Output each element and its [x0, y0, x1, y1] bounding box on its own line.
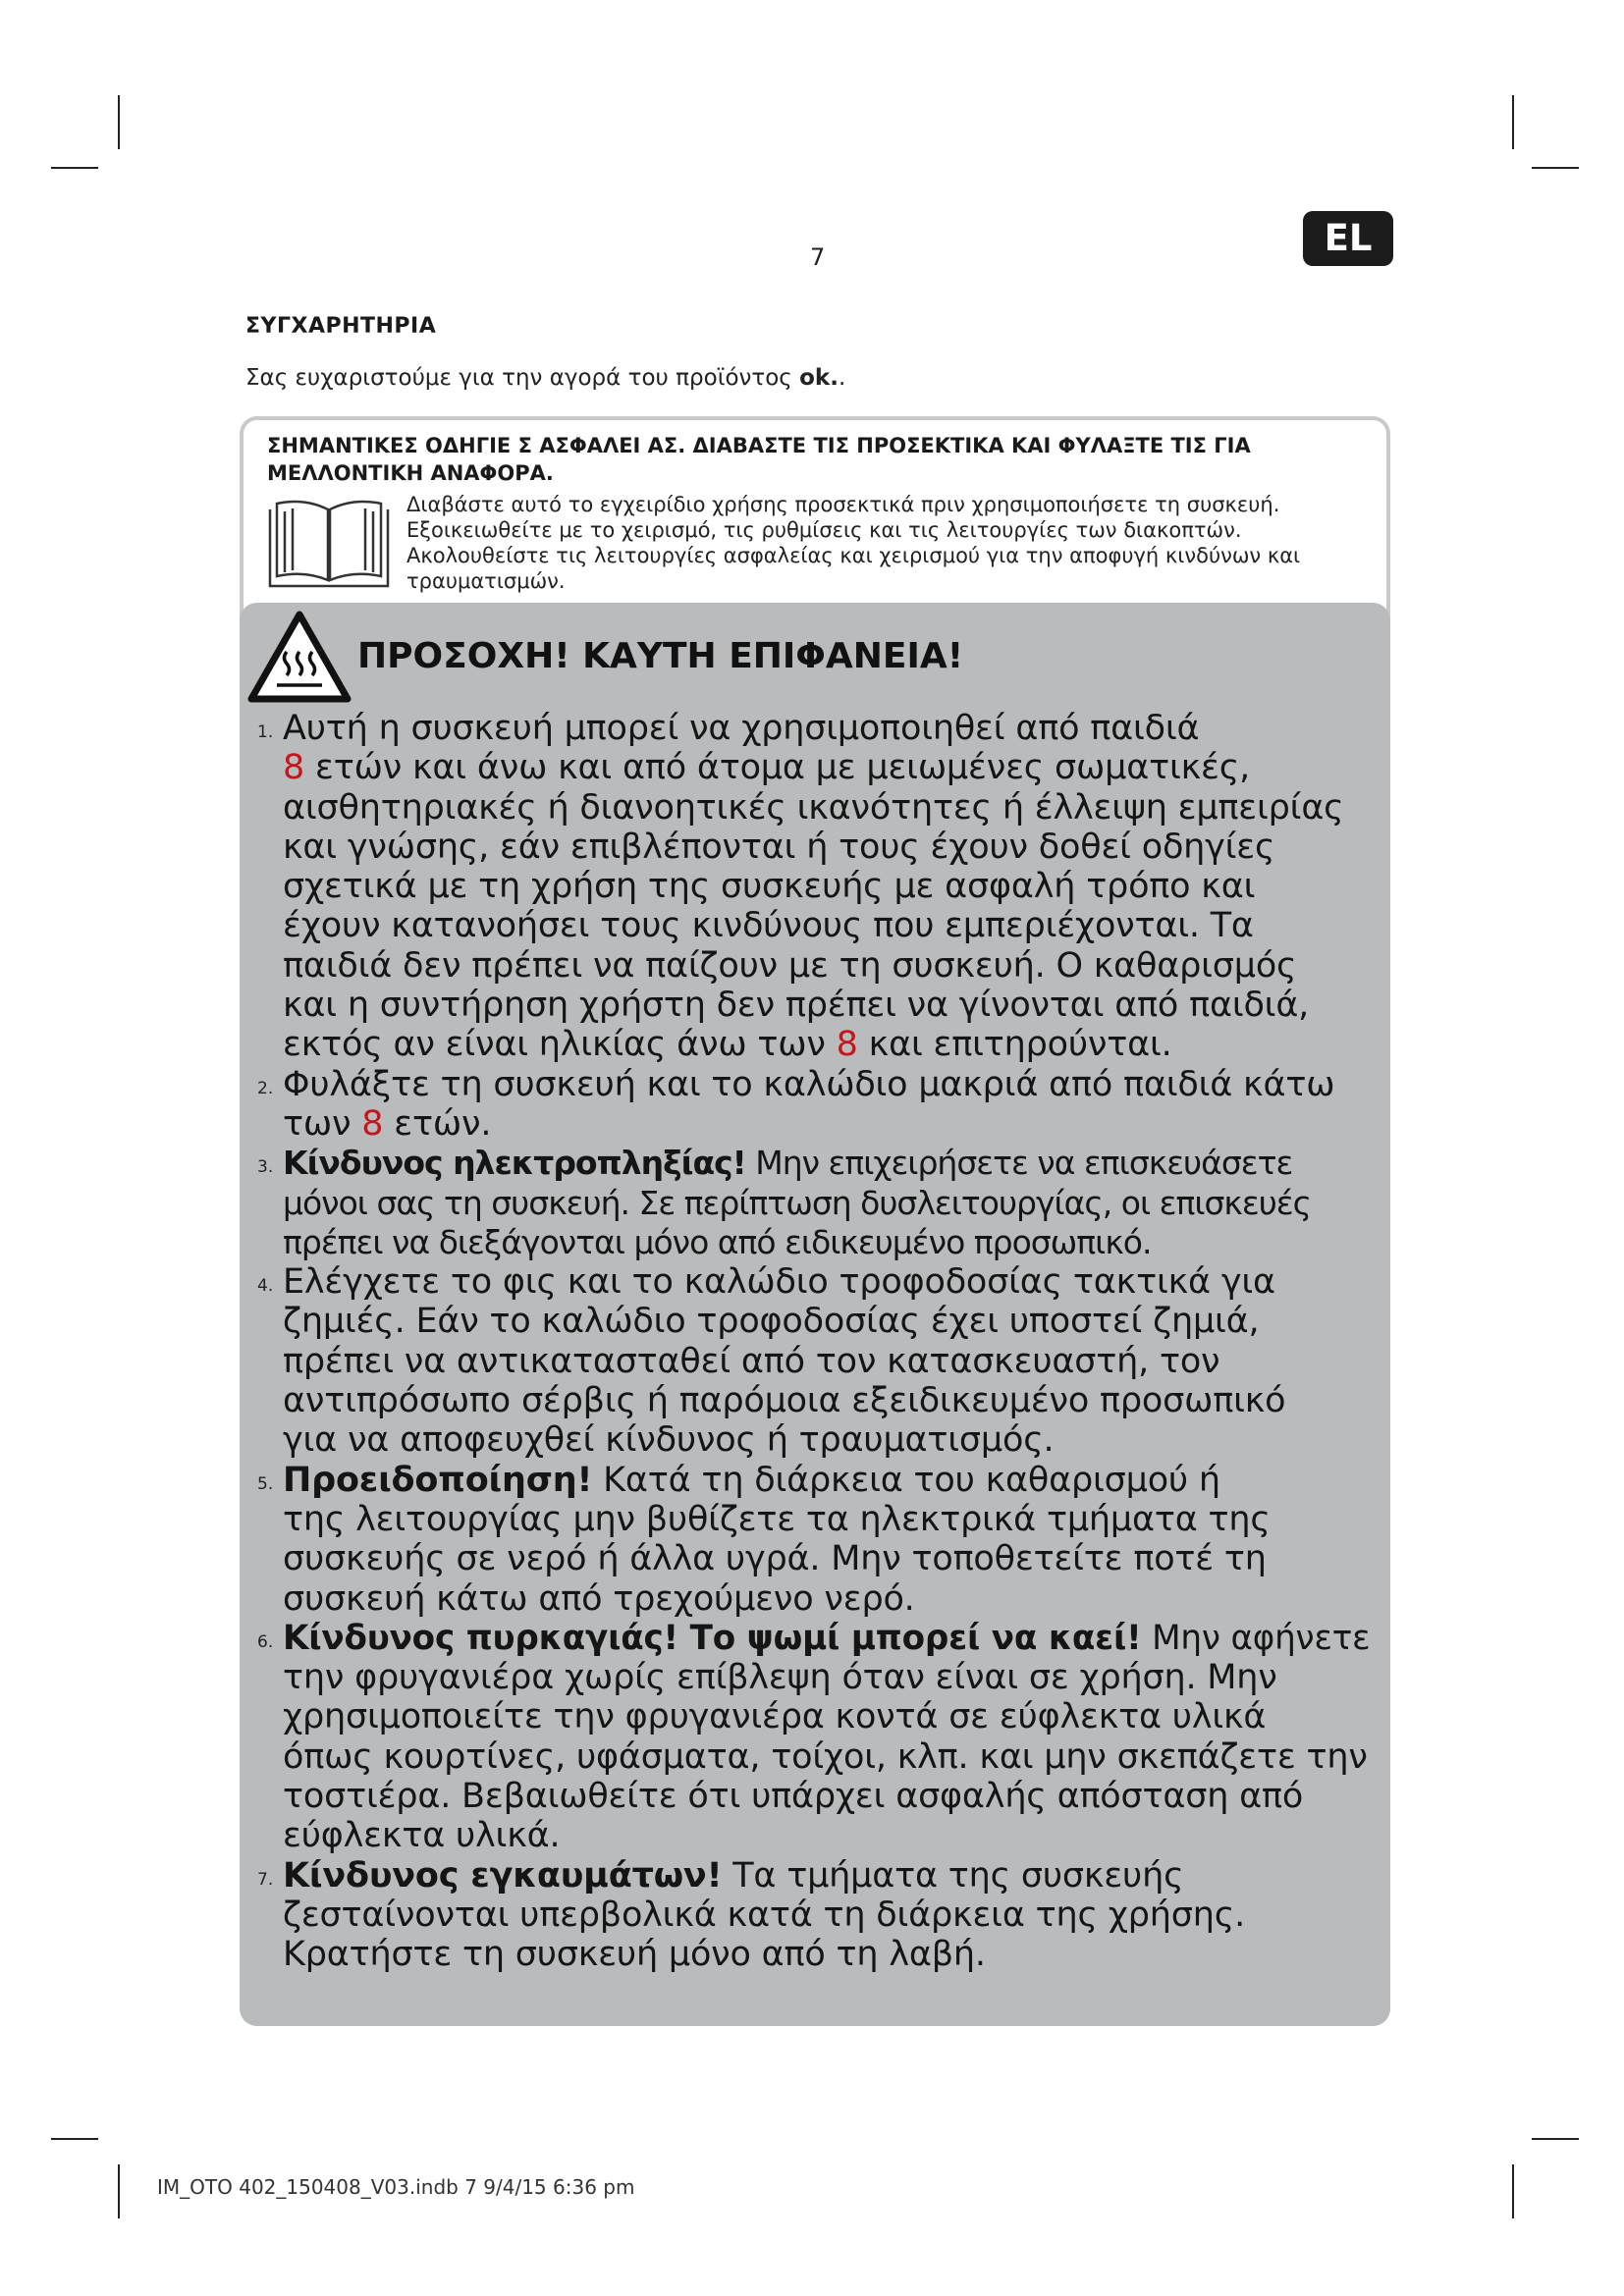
item-number: 2. — [257, 1078, 274, 1098]
warning-item-3: 3. Κίνδυνος ηλεκτροπληξίας! Μην επιχειρήσετε να επισκευάσετε μόνοι σας τη συσκευή. Σε περίπτωση δυσλειτουργίας, οι επισκευές πρέπει να διεξάγονται μόνο από ειδικευμένο προσωπικό. — [257, 1144, 1311, 1261]
read-line: τραυματισμών. — [406, 569, 566, 593]
warning-item-7: 7. Κίνδυνος εγκαυμάτων! Τα τμήματα της συσκευής ζεσταίνονται υπερβολικά κατά τη διάρκεια της χρήσης. Κρατήστε τη συσκευή μόνο από τη λαβή. — [257, 1855, 1245, 1975]
item-number: 5. — [257, 1473, 274, 1494]
print-footer: IM_OTO 402_150408_V03.indb 7 9/4/15 6:36 pm — [157, 2175, 635, 2199]
warning-title: ΠΡΟΣΟΧΗ! ΚΑΥΤΗ ΕΠΙΦΑΝΕΙΑ! — [357, 636, 964, 676]
read-line: Εξοικειωθείτε με το χειρισμό, τις ρυθμίσεις και τις λειτουργίες των διακοπτών. — [406, 518, 1242, 542]
warning-item-2: 2. Φυλάξτε τη συσκευή και το καλώδιο μακριά από παιδιά κάτω των 8 ετών. — [257, 1064, 1335, 1144]
crop-mark — [51, 167, 98, 169]
read-instructions — [406, 492, 1379, 594]
read-line: Διαβάστε αυτό το εγχειρίδιο χρήσης προσεκτικά πριν χρησιμοποιήσετε τη συσκευή. — [406, 493, 1280, 516]
warning-item-1: 1. Αυτή η συσκευή μπορεί να χρησιμοποιηθεί από παιδιά 8 ετών και άνω και από άτομα με μειωμένες σωματικές, αισθητηριακές ή διανοητικές ικανότητες ή έλλειψη εμπειρίας και γνώσης, εάν επιβλέπονται ή τους έχουν δοθεί οδηγίες σχετικά με τη χρήση της συσκευής με ασφαλή τρόπο και έχουν κατανοήσει τους κινδύνους που εμπεριέχονται. Τα παιδιά δεν πρέπει να παίζουν με τη συσκευή. Ο καθαρισμός και η συντήρηση χρήστη δεν πρέπει να γίνονται από παιδιά, εκτός αν είναι ηλικίας άνω των 8 και επιτηρούνται. — [257, 709, 1344, 1065]
warning-list — [251, 709, 1390, 1975]
crop-mark — [1532, 2138, 1579, 2140]
item-number: 3. — [257, 1157, 274, 1178]
crop-mark — [51, 2138, 98, 2140]
age-highlight: 8 — [283, 748, 305, 788]
hot-surface-warning-icon — [245, 609, 353, 707]
read-line: Ακολουθείστε τις λειτουργίες ασφαλείας και χειρισμού για την αποφυγή κινδύνων και — [406, 544, 1301, 567]
warning-item-4: 4. Ελέγχετε το φις και το καλώδιο τροφοδοσίας τακτικά για ζημιές. Εάν το καλώδιο τροφοδοσίας έχει υποστεί ζημιά, πρέπει να αντικατασταθεί από τον κατασκευαστή, τον αντιπρόσωπο σέρβις ή παρόμοια εξειδικευμένο προσωπικό για να αποφευχθεί κίνδυνος ή τραυματισμός. — [257, 1262, 1286, 1461]
item-number: 6. — [257, 1631, 274, 1652]
age-highlight: 8 — [836, 1025, 858, 1065]
age-highlight: 8 — [361, 1103, 384, 1144]
warning-item-6: 6. Κίνδυνος πυρκαγιάς! Το ψωμί μπορεί να καεί! Μην αφήνετε την φρυγανιέρα χωρίς επίβλεψη όταν είναι σε χρήση. Μην χρησιμοποιείτε την φρυγανιέρα κοντά σε εύφλεκτα υλικά όπως κουρτίνες, υφάσματα, τοίχοι, κλπ. και μην σκεπάζετε την τοστιέρα. Βεβαιωθείτε ότι υπάρχει ασφαλής απόσταση από εύφλεκτα υλικά. — [257, 1618, 1371, 1856]
safety-title: ΣΗΜΑΝΤΙΚΕΣ ΟΔΗΓΙΕ Σ ΑΣΦΑΛΕΙ ΑΣ. ΔΙΑΒΑΣΤΕ ΤΙΣ ΠΡΟΣΕΚΤΙΚΑ ΚΑΙ ΦΥΛΑΞΤΕ ΤΙΣ ΓΙΑ ΜΕΛΛΟΝΤΙΚΗ ΑΝΑΦΟΡΑ. — [267, 434, 1251, 485]
crop-mark — [1532, 167, 1579, 169]
item-number: 7. — [257, 1869, 274, 1890]
warning-item-5: 5. Προειδοποίηση! Κατά τη διάρκεια του καθαρισμού ή της λειτουργίας μην βυθίζετε τα ηλεκτρικά τμήματα της συσκευής σε νερό ή άλλα υγρά. Μην τοποθετείτε ποτέ τη συσκευή κάτω από τρεχούμενο νερό. — [257, 1460, 1271, 1619]
crop-mark — [1512, 2164, 1514, 2218]
open-book-icon — [265, 496, 393, 594]
page-heading: ΣΥΓΧΑΡΗΤΗΡΙΑ — [245, 314, 437, 339]
language-badge: EL — [1303, 211, 1393, 266]
crop-mark — [1512, 95, 1514, 149]
crop-mark — [118, 2164, 120, 2218]
item-number: 4. — [257, 1276, 274, 1297]
crop-mark — [118, 95, 120, 149]
thanks-text: Σας ευχαριστούμε για την αγορά του προϊόντος ok.. — [245, 365, 846, 391]
page-number: 7 — [810, 243, 826, 271]
item-number: 1. — [257, 722, 274, 742]
